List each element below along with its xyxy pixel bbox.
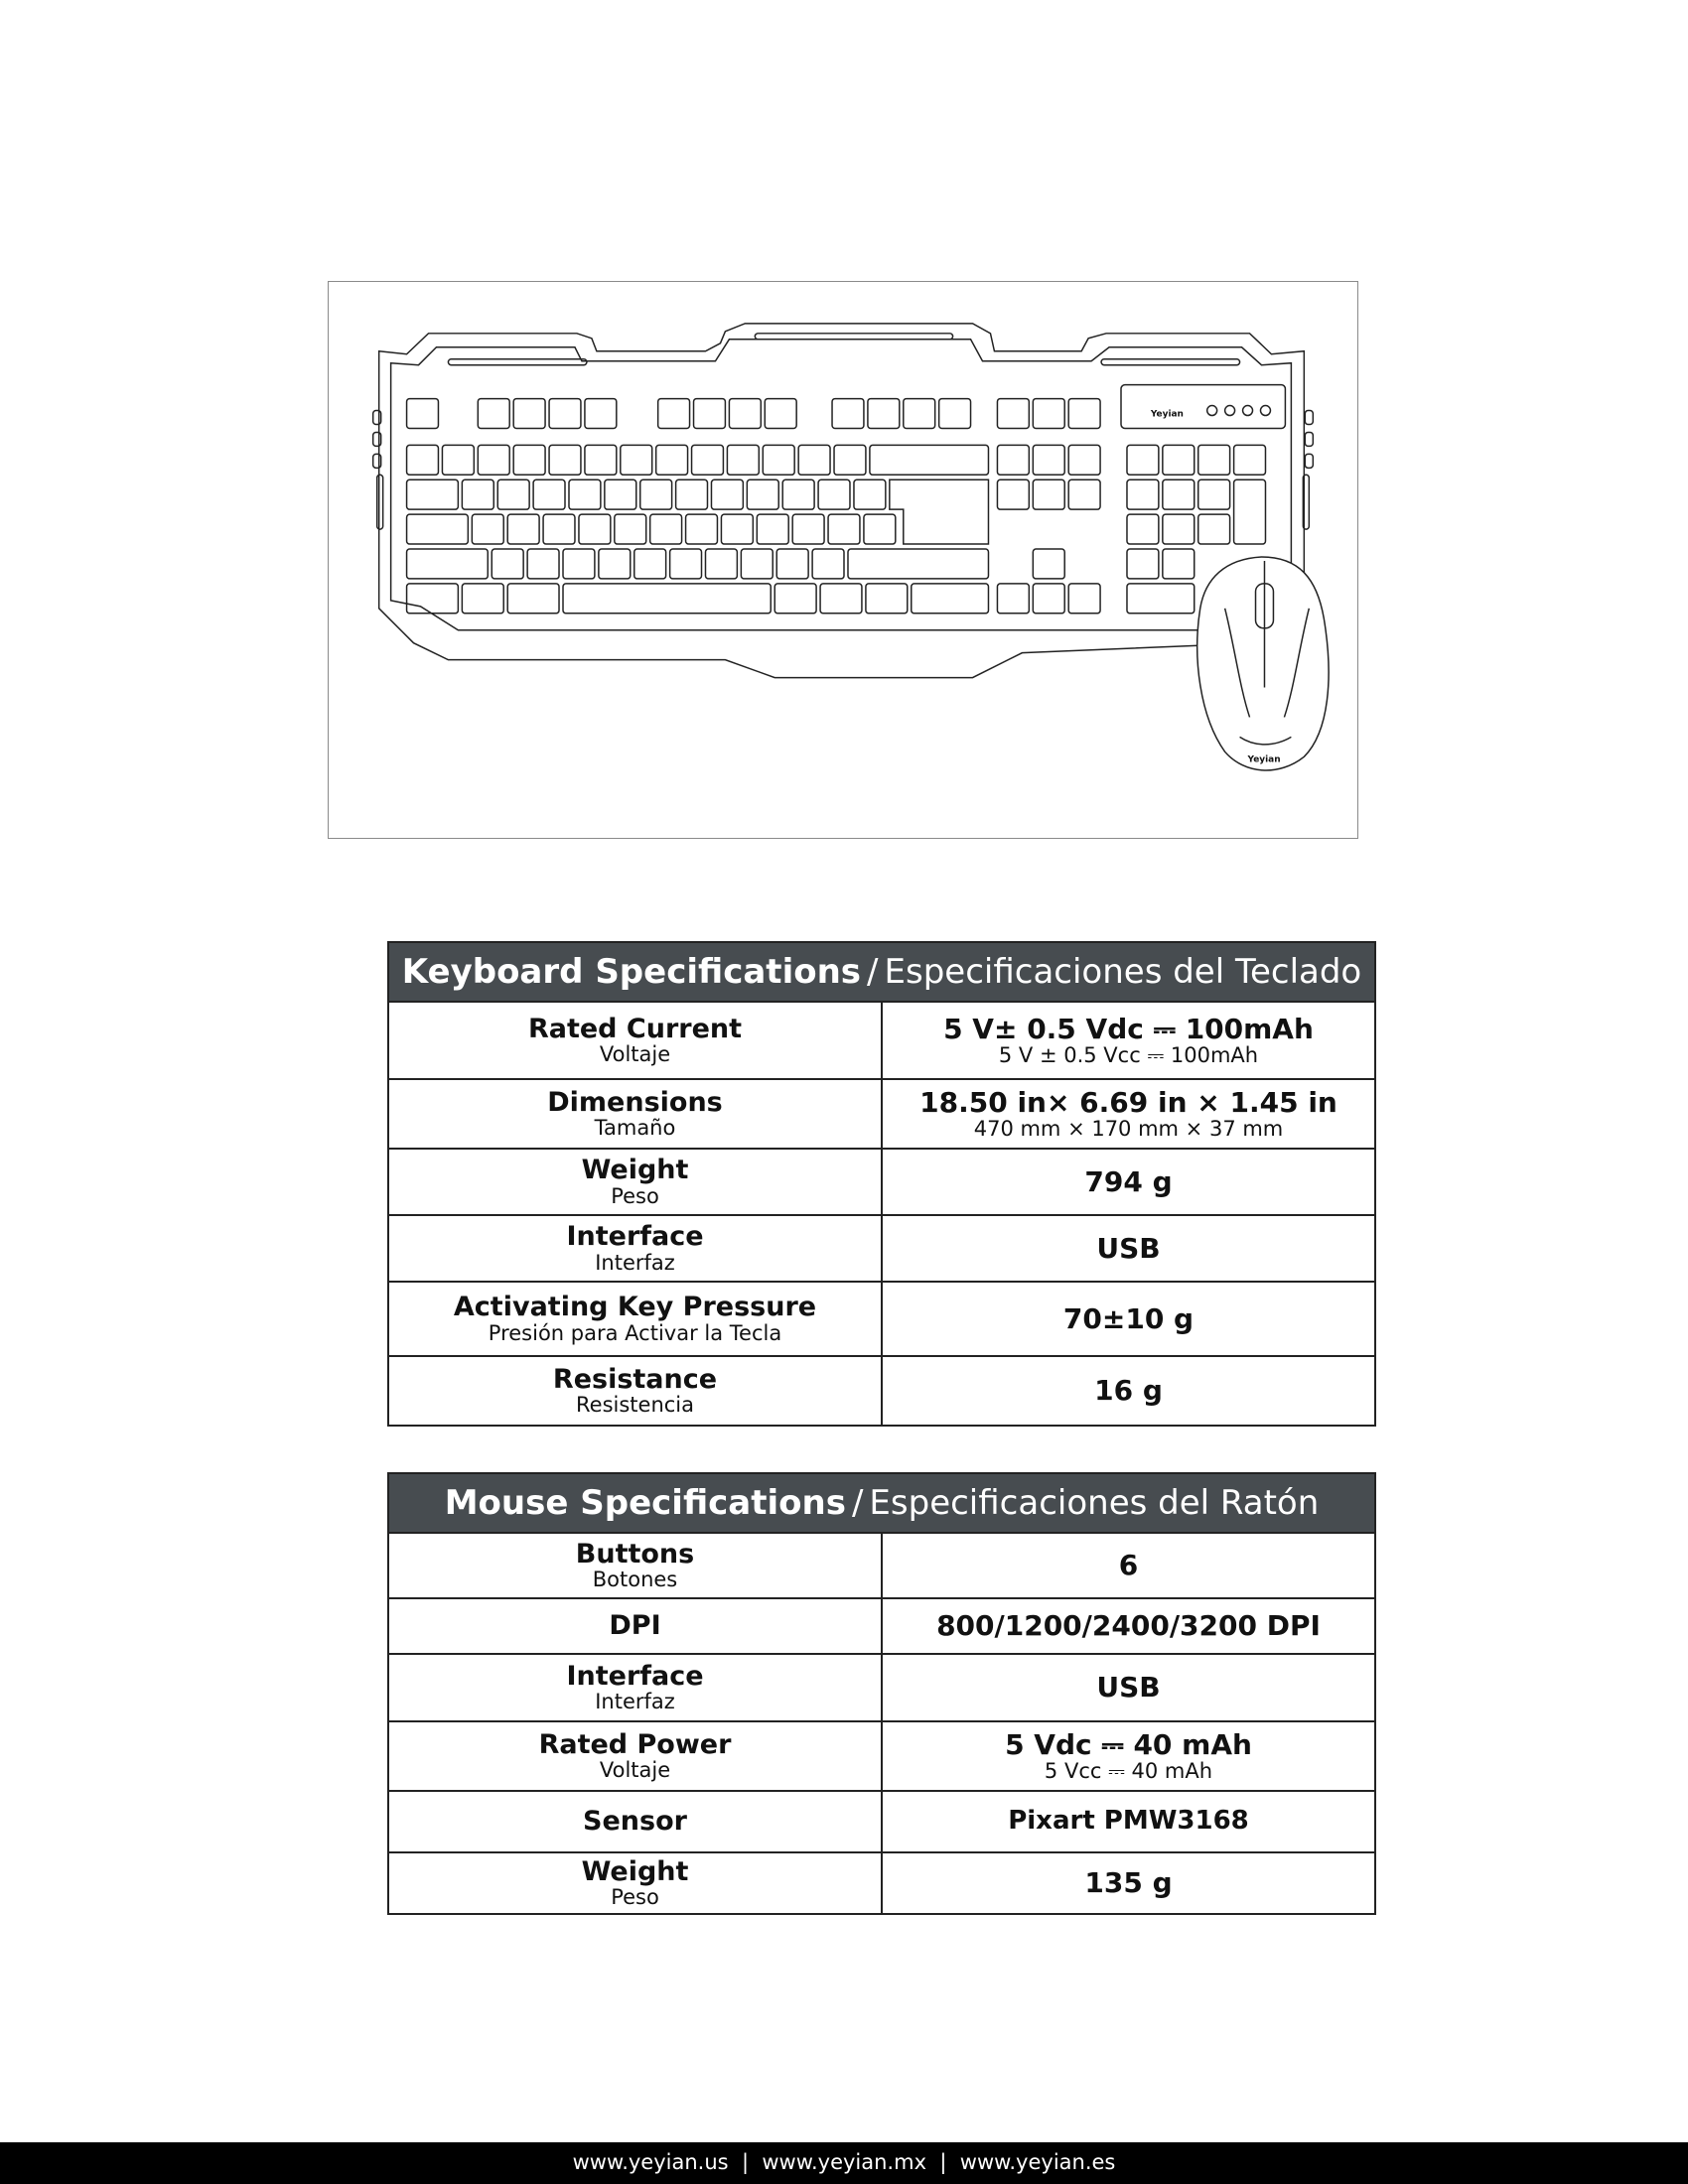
footer-websites: www.yeyian.us | www.yeyian.mx | www.yeyian.es [572,2150,1116,2174]
spec-label-en: Resistance [552,1363,718,1395]
spec-label-es: Voltaje [599,1758,671,1783]
spec-label-en: Rated Current [527,1013,743,1044]
mouse-drawing [1197,557,1329,770]
spec-label-cell [388,1721,882,1791]
spec-value: 18.50 in× 6.69 in × 1.45 in [919,1086,1337,1120]
title-separator: / [867,952,879,992]
spec-value: 70±10 g [1062,1301,1195,1335]
spec-value: 16 g [1094,1374,1163,1408]
keyboard-specs-table [387,941,1376,1427]
spec-value: 6 [1118,1549,1139,1582]
spec-label-en: DPI [609,1609,661,1641]
spec-label-cell [388,1149,882,1215]
spec-value: 794 g [1084,1164,1173,1198]
spec-value-cell [882,1721,1375,1791]
spec-value: 135 g [1084,1866,1173,1900]
mouse-specs-title-es: Especificaciones del Ratón [869,1483,1320,1523]
spec-label-cell [388,1079,882,1149]
table-row [388,1791,1375,1852]
spec-label-cell [388,1533,882,1598]
spec-value-cell [882,1533,1375,1598]
spec-value-sub: 5 V ± 0.5 Vcc ⎓ 100mAh [998,1042,1259,1067]
spec-label-en: Interface [566,1660,704,1692]
spec-value-cell [882,1791,1375,1852]
spec-label-es: Tamaño [594,1116,676,1141]
spec-label-cell [388,1598,882,1654]
spec-label-cell [388,1791,882,1852]
spec-label-es: Interfaz [595,1250,675,1275]
spec-label-es: Presión para Activar la Tecla [488,1320,782,1345]
footer-bar [0,2142,1688,2184]
spec-value: Pixart PMW3168 [1008,1806,1249,1837]
mouse-specs-title-en: Mouse Specifications [444,1483,846,1523]
spec-value: 5 V± 0.5 Vdc ⎓ 100mAh [943,1013,1314,1046]
brand-logo: Yeyian [1150,409,1184,420]
spec-value-sub: 470 mm × 170 mm × 37 mm [973,1116,1284,1141]
table-row [388,1149,1375,1215]
table-row [388,1282,1375,1356]
spec-label-en: Weight [581,1155,689,1186]
spec-label-en: Activating Key Pressure [453,1292,817,1323]
spec-label-en: Interface [566,1221,704,1253]
spec-label-cell [388,1215,882,1282]
table-row [388,1852,1375,1914]
title-separator: / [851,1483,864,1523]
mouse-specs-header [388,1473,1375,1533]
spec-label-en: Weight [581,1855,689,1887]
spec-label-en: Rated Power [538,1728,732,1760]
table-row [388,1533,1375,1598]
keyboard-drawing [373,324,1314,678]
spec-value-cell [882,1654,1375,1721]
spec-label-es: Peso [611,1885,659,1910]
mouse-specs-table [387,1472,1376,1915]
spec-value-cell [882,1215,1375,1282]
table-row [388,1598,1375,1654]
spec-label-en: Dimensions [547,1086,723,1118]
spec-value-cell [882,1282,1375,1356]
spec-label-en: Buttons [575,1538,695,1570]
spec-value-cell [882,1598,1375,1654]
spec-value-sub: 5 Vcc ⎓ 40 mAh [1044,1758,1213,1783]
spec-value: 5 Vdc ⎓ 40 mAh [1005,1728,1252,1762]
table-row [388,1079,1375,1149]
spec-value-cell [882,1079,1375,1149]
keyboard-specs-title-es: Especificaciones del Teclado [884,952,1362,992]
spec-value: 800/1200/2400/3200 DPI [936,1609,1321,1643]
spec-label-cell [388,1002,882,1079]
spec-value-cell [882,1852,1375,1914]
spec-label-es: Interfaz [595,1690,675,1714]
table-row [388,1721,1375,1791]
spec-value: USB [1096,1671,1161,1705]
spec-value-cell [882,1002,1375,1079]
spec-label-es: Peso [611,1183,659,1208]
mouse-brand-logo: Yeyian [1247,754,1281,765]
spec-label-es: Voltaje [599,1042,671,1067]
spec-label-cell [388,1852,882,1914]
keyboard-specs-header [388,942,1375,1002]
spec-label-en: Sensor [583,1805,687,1837]
spec-label-cell [388,1356,882,1426]
table-row [388,1654,1375,1721]
table-row [388,1356,1375,1426]
product-illustration [328,281,1358,839]
spec-label-es: Resistencia [576,1393,694,1418]
spec-value: USB [1096,1231,1161,1265]
keyboard-specs-title-en: Keyboard Specifications [401,952,862,992]
spec-label-es: Botones [592,1568,678,1592]
spec-label-cell [388,1654,882,1721]
table-row [388,1002,1375,1079]
table-row [388,1215,1375,1282]
spec-label-cell [388,1282,882,1356]
spec-value-cell [882,1356,1375,1426]
spec-value-cell [882,1149,1375,1215]
